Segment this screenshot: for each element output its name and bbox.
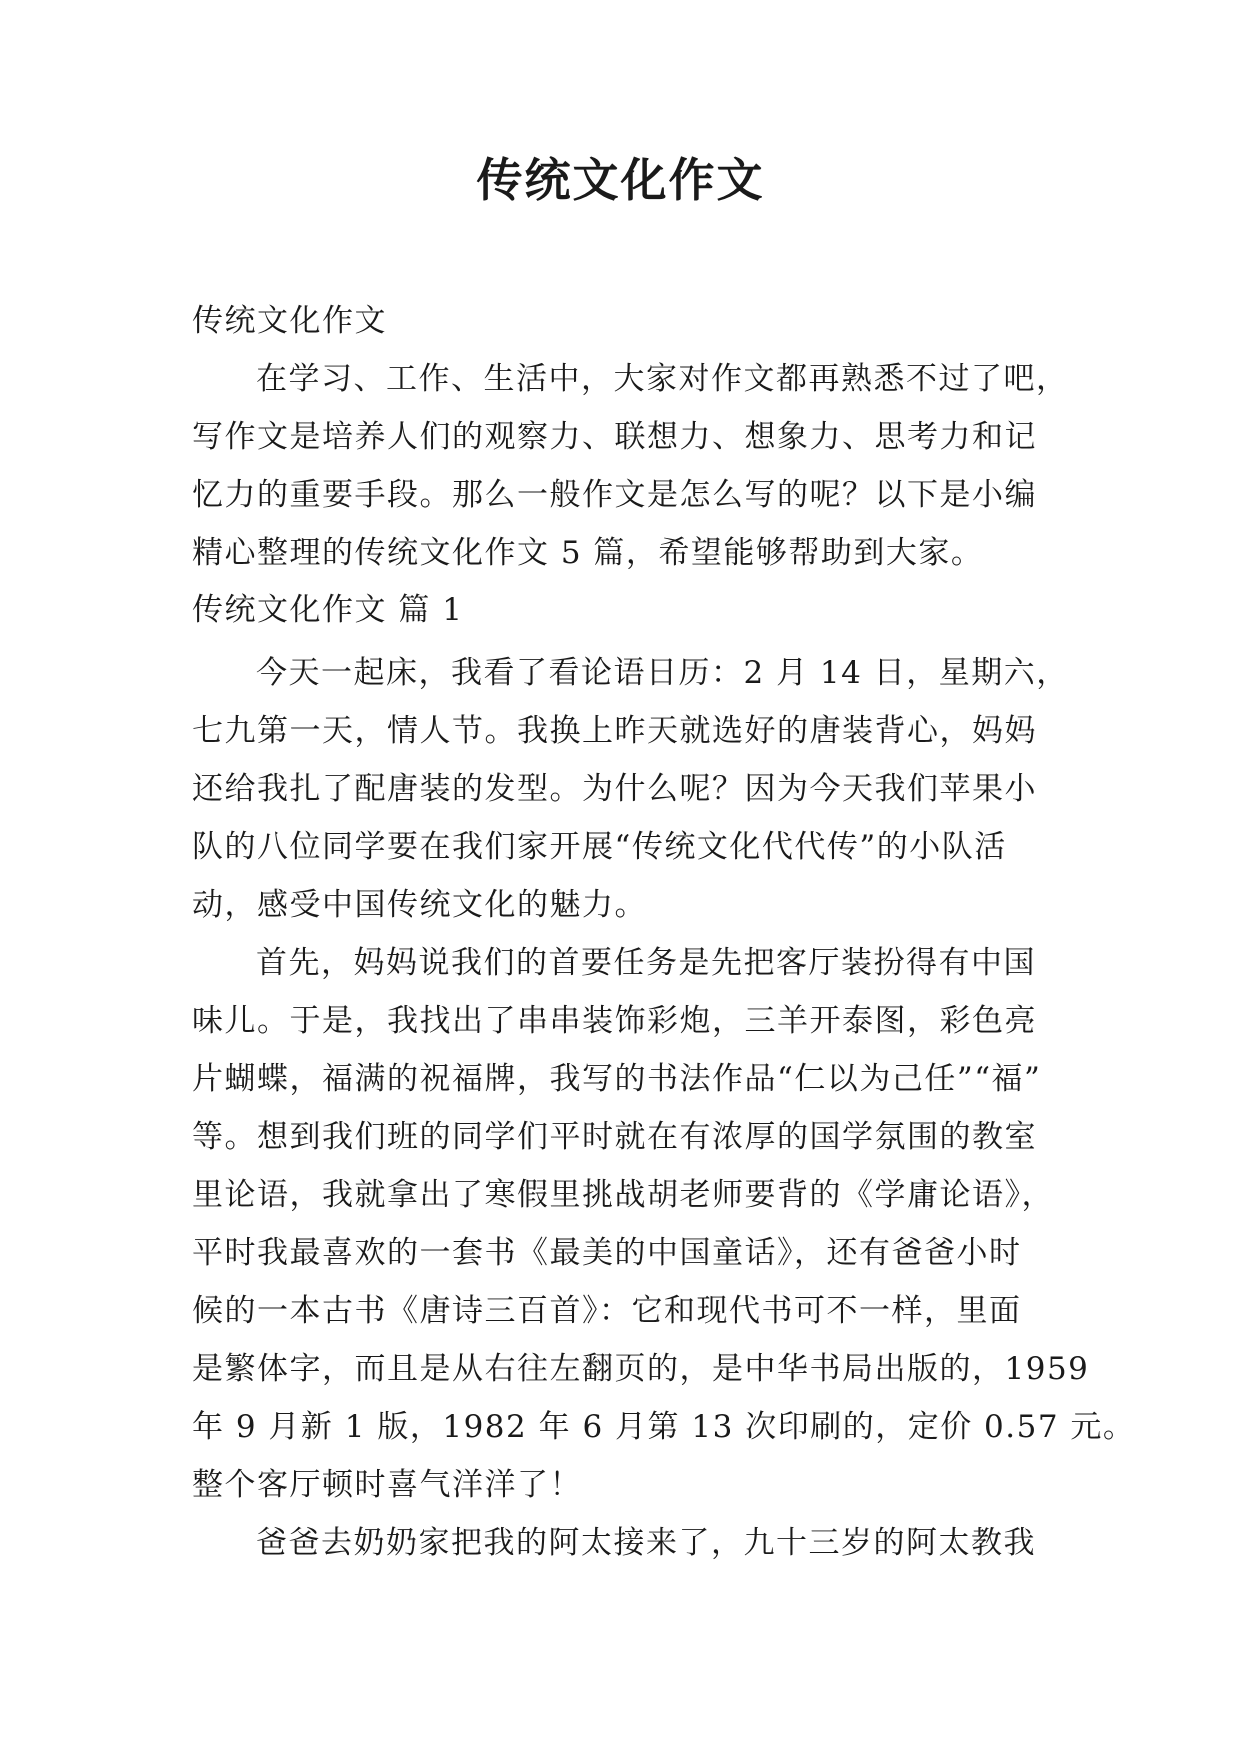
paragraph-line: 今天一起床，我看了看论语日历：2 月 14 日，星期六， <box>256 655 1069 691</box>
paragraph-line: 动，感受中国传统文化的魅力。 <box>192 887 647 923</box>
paragraph-line: 等。想到我们班的同学们平时就在有浓厚的国学氛围的教室 <box>192 1119 1037 1155</box>
paragraph-line: 年 9 月新 1 版，1982 年 6 月第 13 次印刷的，定价 0.57 元。 <box>192 1409 1136 1445</box>
paragraph-line: 还给我扎了配唐装的发型。为什么呢？因为今天我们苹果小 <box>192 771 1037 807</box>
paragraph-line: 平时我最喜欢的一套书《最美的中国童话》，还有爸爸小时 <box>192 1235 1022 1271</box>
paragraph-line: 首先，妈妈说我们的首要任务是先把客厅装扮得有中国 <box>256 945 1036 981</box>
intro-line: 写作文是培养人们的观察力、联想力、想象力、思考力和记 <box>192 419 1037 455</box>
paragraph-line: 七九第一天，情人节。我换上昨天就选好的唐装背心，妈妈 <box>192 713 1037 749</box>
paragraph-line: 候的一本古书《唐诗三百首》：它和现代书可不一样，里面 <box>192 1293 1022 1329</box>
document-body <box>192 292 1136 1572</box>
paragraph-line: 队的八位同学要在我们家开展“传统文化代代传”的小队活 <box>192 829 1007 865</box>
paragraph-line: 爸爸去奶奶家把我的阿太接来了，九十三岁的阿太教我 <box>256 1525 1036 1561</box>
document-heading: 传统文化作文 <box>192 303 387 339</box>
section-heading: 传统文化作文 篇 1 <box>192 592 464 628</box>
intro-line: 忆力的重要手段。那么一般作文是怎么写的呢？以下是小编 <box>192 477 1037 513</box>
paragraph-line: 片蝴蝶，福满的祝福牌，我写的书法作品“仁以为己任”“福” <box>192 1061 1042 1097</box>
intro-line: 在学习、工作、生活中，大家对作文都再熟悉不过了吧， <box>256 361 1069 397</box>
paragraph-line: 是繁体字，而且是从右往左翻页的，是中华书局出版的，1959 <box>192 1351 1090 1387</box>
paragraph-line: 整个客厅顿时喜气洋洋了！ <box>192 1467 582 1503</box>
document-title: 传统文化作文 <box>476 153 765 207</box>
paragraph-line: 里论语，我就拿出了寒假里挑战胡老师要背的《学庸论语》， <box>192 1177 1054 1213</box>
intro-line: 精心整理的传统文化作文 5 篇，希望能够帮助到大家。 <box>192 535 984 571</box>
paragraph-line: 味儿。于是，我找出了串串装饰彩炮，三羊开泰图，彩色亮 <box>192 1003 1037 1039</box>
